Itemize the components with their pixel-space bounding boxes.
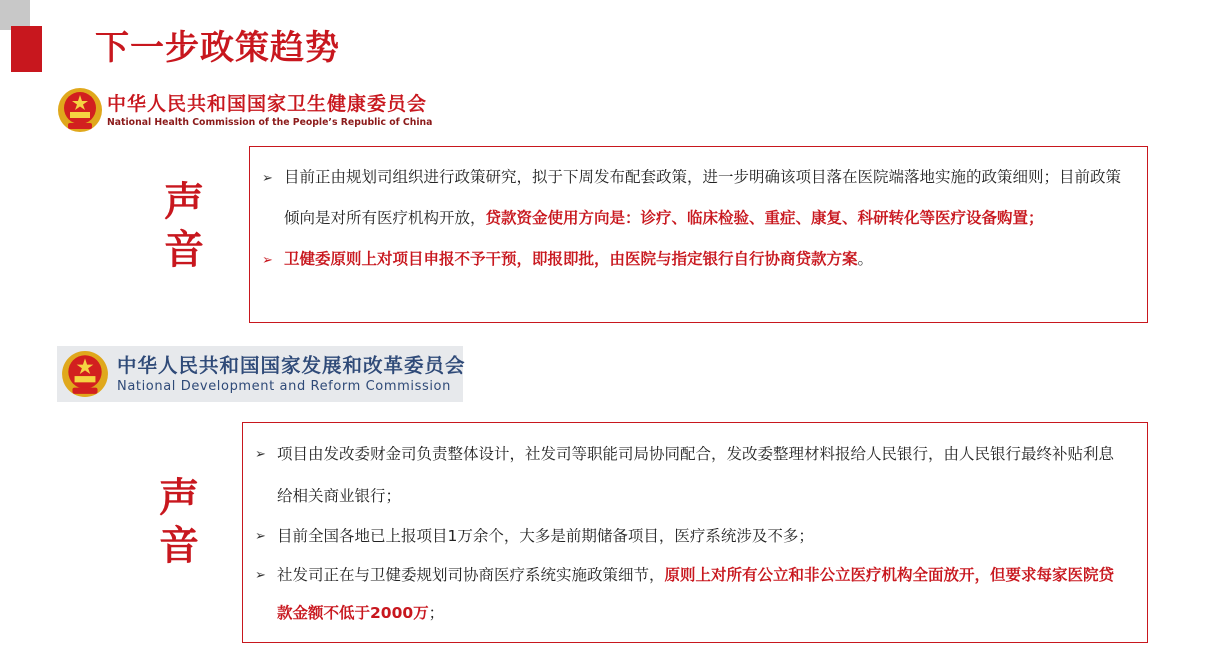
bullet-text: 目前正由规划司组织进行政策研究，拟于下周发布配套政策，进一步明确该项目落在医院端落地实施的政策细则；目前政策倾向是对所有医疗机构开放，: [284, 168, 1122, 227]
list-item: [255, 433, 1127, 517]
bullet-arrow-icon: ➢: [255, 568, 266, 583]
title-accent-bar: [11, 26, 42, 72]
page-title: 下一步政策趋势: [95, 28, 340, 68]
bullet-arrow-icon: ➢: [255, 447, 266, 462]
nhc-logo: [57, 86, 447, 134]
list-item: [262, 239, 1127, 281]
list-item: [255, 556, 1127, 632]
bullet-text: 社发司正在与卫健委规划司协商医疗系统实施政策细节，: [277, 566, 665, 584]
national-emblem-icon: [61, 350, 109, 398]
bullet-highlight: 贷款资金使用方向是：诊疗、临床检验、重症、康复、科研转化等医疗设备购置；: [485, 209, 1044, 227]
ndrc-statement-box: [242, 422, 1148, 643]
ndrc-voice-label: [155, 474, 203, 570]
voice-char: 音: [159, 523, 199, 569]
voice-char: 声: [164, 179, 204, 225]
bullet-tail: ；: [428, 604, 445, 622]
ndrc-logo: [57, 346, 466, 402]
bullet-arrow-icon: ➢: [262, 171, 273, 186]
ndrc-name-cn: 中华人民共和国国家发展和改革委员会: [117, 354, 466, 377]
bullet-arrow-icon: ➢: [255, 529, 266, 544]
national-emblem-icon: [57, 87, 103, 133]
bullet-text: 项目由发改委财金司负责整体设计，社发司等职能司局协同配合，发改委整理材料报给人民银行，由人民银行最终补贴利息给相关商业银行；: [277, 445, 1115, 505]
bullet-tail: 。: [857, 250, 874, 268]
bullet-highlight: 原则上对所有公立和非公立医疗机构全面放开，但要求每家医院贷款金额不低于2000万: [277, 566, 1115, 622]
bullet-arrow-icon: ➢: [262, 253, 273, 268]
list-item: [262, 157, 1127, 239]
nhc-name-cn: 中华人民共和国国家卫生健康委员会: [107, 92, 428, 115]
ndrc-name-en: National Development and Reform Commission: [117, 379, 451, 394]
nhc-statement-box: [249, 146, 1148, 323]
voice-char: 声: [159, 475, 199, 521]
nhc-name-en: National Health Commission of the People’s Republic of China: [107, 116, 433, 128]
nhc-voice-label: [160, 178, 208, 274]
voice-char: 音: [164, 227, 204, 273]
list-item: [255, 517, 1127, 556]
bullet-highlight: 卫健委原则上对项目申报不予干预，即报即批，由医院与指定银行自行协商贷款方案: [284, 250, 858, 268]
bullet-text: 目前全国各地已上报项目1万余个，大多是前期储备项目，医疗系统涉及不多；: [277, 527, 814, 545]
